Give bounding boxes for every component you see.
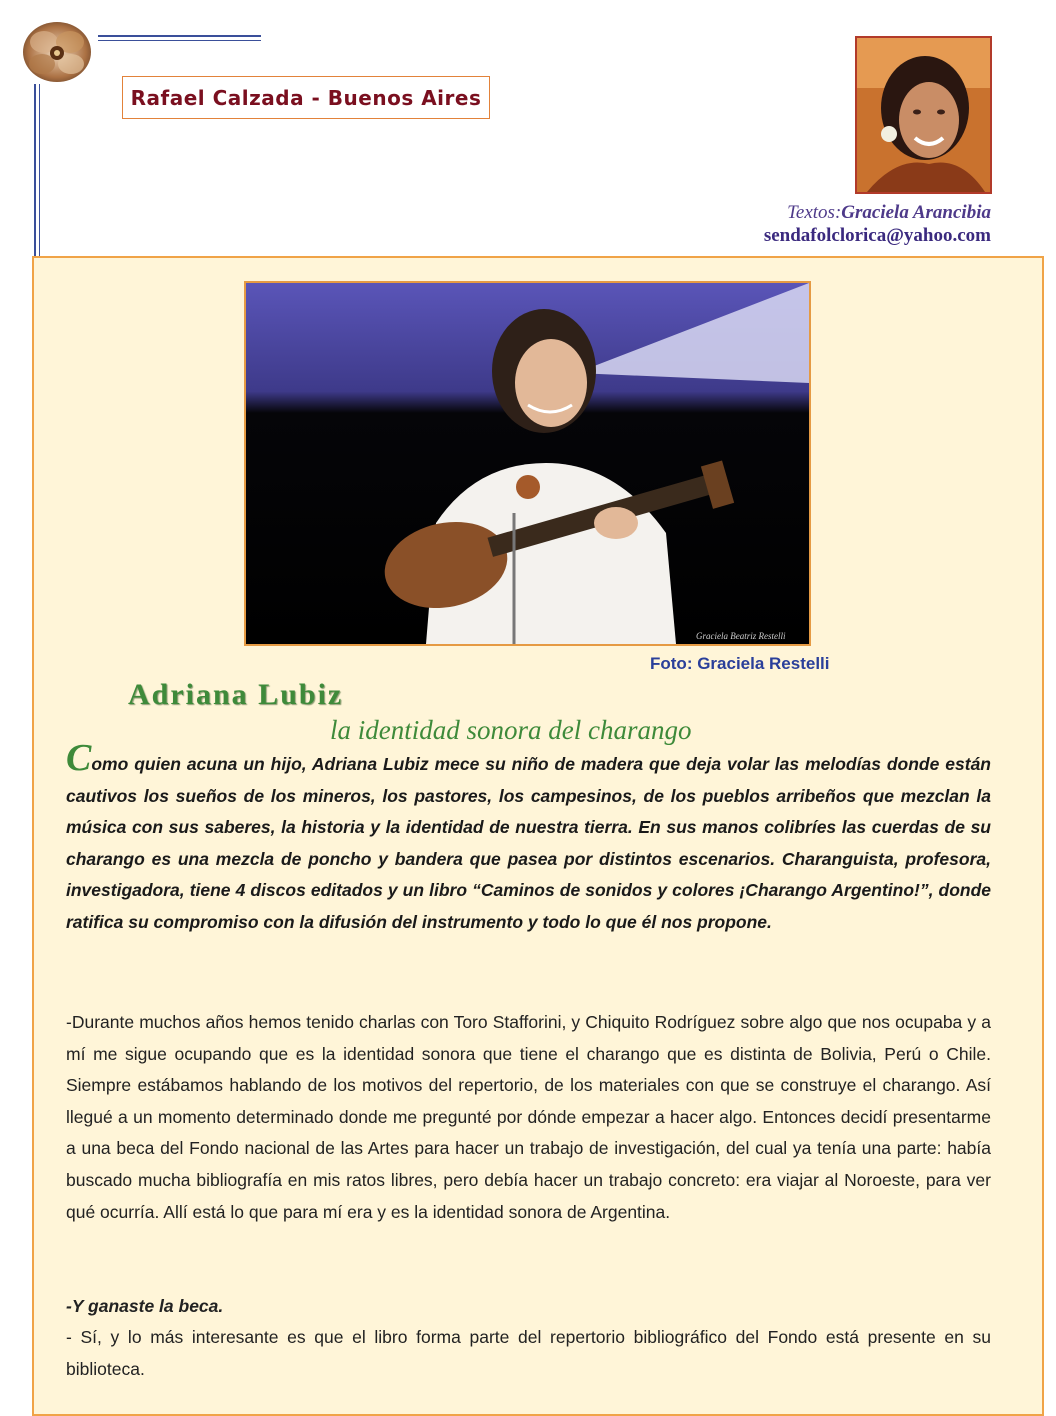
top-rule	[98, 35, 261, 37]
article-subtitle: la identidad sonora del charango	[330, 715, 692, 745]
performer-photo	[244, 281, 811, 646]
author-portrait	[855, 36, 992, 194]
location-label: Rafael Calzada - Buenos Aires	[122, 76, 490, 119]
flower-logo-icon	[20, 18, 94, 84]
article-intro	[66, 737, 991, 939]
top-rule	[98, 40, 261, 41]
article-title: Adriana Lubiz	[128, 678, 344, 711]
credits-author: Graciela Arancibia	[841, 202, 991, 223]
credits-label: Textos:	[787, 202, 842, 223]
credits-line	[764, 202, 991, 224]
credits-email: sendafolclorica@yahoo.com	[763, 225, 991, 246]
interview-question: -Y ganaste la beca.	[66, 1296, 224, 1316]
paragraph: -Durante muchos años hemos tenido charlas con Toro Stafforini, y Chiquito Rodríguez sobre algo que nos ocupaba y a mí me sigue ocupando que es la identidad sonora que tiene el charango que es distinta de Bolivia, Perú o Chile. Siempre estábamos hablando de los motivos del repertorio, de los materiales con que se construye el charango. Así llegué a un momento determinado donde me pregunté por dónde empezar a hacer algo. Entonces decidí presentarme a una beca del Fondo nacional de las Artes para hacer un trabajo de investigación, del cual ya tenía una parte: había buscado mucha bibliografía en mis ratos libres, pero debía hacer un trabajo concreto: era viajar al Noroeste, para ver qué ocurría. Allí está lo que para mí era y es la identidad sonora de Argentina.	[66, 1012, 991, 1222]
photo-caption: Foto: Graciela Restelli	[650, 654, 830, 673]
interview-answer: - Sí, y lo más interesante es que el libro forma parte del repertorio bibliográfico del Fondo está presente en su biblioteca.	[66, 1327, 991, 1379]
intro-text: omo quien acuna un hijo, Adriana Lubiz mece su niño de madera que deja volar las melodías donde están cautivos los sueños de los mineros, los pastores, los campesinos, de los pueblos arribeños que mezclan la música con sus saberes, la historia y la identidad de nuestra tierra. En sus manos colibríes las cuerdas de su charango es una mezcla de poncho y bandera que pasea por distintos escenarios. Charanguista, profesora, investigadora, tiene 4 discos editados y un libro “Caminos de sonidos y colores ¡Charango Argentino!”, donde ratifica su compromiso con la difusión del instrumento y todo lo que él nos propone.	[66, 754, 991, 932]
drop-cap: C	[66, 737, 92, 779]
photo-watermark: Graciela Beatriz Restelli	[696, 631, 786, 641]
credits-block	[764, 202, 991, 247]
